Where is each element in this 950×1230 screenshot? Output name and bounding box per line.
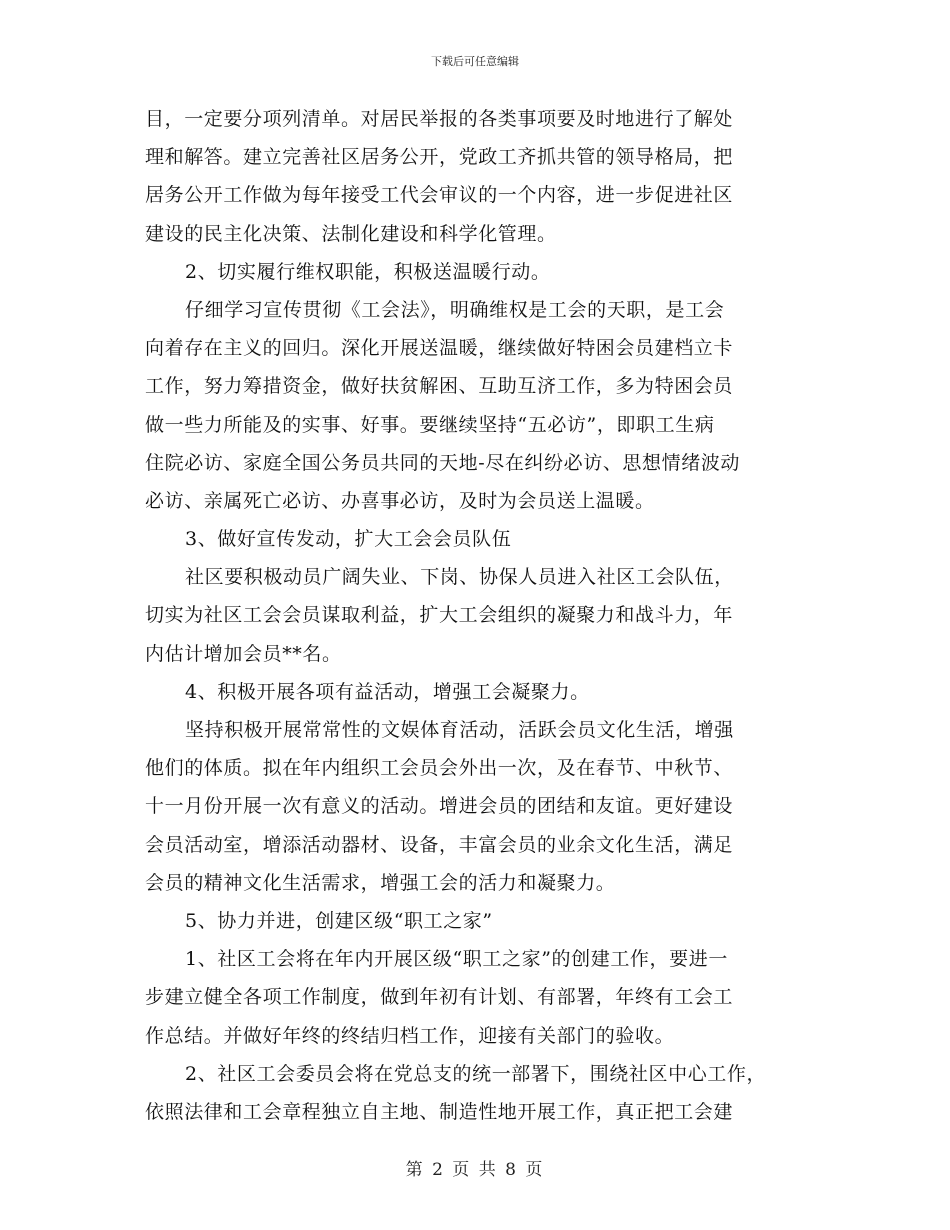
text-line: 1、社区工会将在年内开展区级“职工之家”的创建工作，要进一 bbox=[185, 948, 728, 971]
text-line: 会员的精神文化生活需求，增强工会的活力和凝聚力。 bbox=[145, 871, 616, 894]
text-line: 理和解答。建立完善社区居务公开，党政工齐抓共管的领导格局，把 bbox=[145, 146, 734, 169]
text-line: 会员活动室，增添活动器材、设备，丰富会员的业余文化生活，满足 bbox=[145, 833, 734, 856]
text-line: 社区要积极动员广阔失业、下岗、协保人员进入社区工会队伍， bbox=[185, 566, 734, 589]
text-line: 十一月份开展一次有意义的活动。增进会员的团结和友谊。更好建设 bbox=[145, 795, 734, 818]
text-line: 2、社区工会委员会将在党总支的统一部署下，围绕社区中心工作， bbox=[185, 1062, 767, 1085]
text-line: 目，一定要分项列清单。对居民举报的各类事项要及时地进行了解处 bbox=[145, 108, 734, 130]
text-line: 步建立健全各项工作制度，做到年初有计划、有部署，年终有工会工 bbox=[145, 986, 734, 1009]
section-heading: 2、切实履行维权职能，积极送温暖行动。 bbox=[185, 260, 551, 283]
page-number: 第 2 页 共 8 页 bbox=[405, 1160, 545, 1180]
text-line: 居务公开工作做为每年接受工代会审议的一个内容，进一步促进社区 bbox=[145, 184, 734, 207]
text-line: 仔细学习宣传贯彻《工会法》，明确维权是工会的天职，是工会 bbox=[185, 298, 725, 321]
page-header: 下载后可任意编辑 bbox=[431, 55, 519, 68]
text-line: 他们的体质。拟在年内组织工会员会外出一次，及在春节、中秋节、 bbox=[145, 757, 734, 780]
text-line: 内估计增加会员**名。 bbox=[145, 642, 342, 665]
text-line: 做一些力所能及的实事、好事。要继续坚持“五必访”，即职工生病 bbox=[145, 413, 715, 436]
document-body bbox=[145, 100, 810, 1131]
section-heading: 3、做好宣传发动，扩大工会会员队伍 bbox=[185, 528, 512, 551]
text-line: 坚持积极开展常常性的文娱体育活动，活跃会员文化生活，增强 bbox=[185, 719, 734, 741]
text-line: 必访、亲属死亡必访、办喜事必访，及时为会员送上温暖。 bbox=[145, 489, 655, 512]
text-line: 建设的民主化决策、法制化建设和科学化管理。 bbox=[145, 222, 557, 245]
text-line: 切实为社区工会会员谋取利益，扩大工会组织的凝聚力和战斗力，年 bbox=[145, 604, 734, 627]
section-heading: 4、积极开展各项有益活动，增强工会凝聚力。 bbox=[185, 680, 590, 703]
text-line: 作总结。并做好年终的终结归档工作，迎接有关部门的验收。 bbox=[145, 1024, 675, 1047]
text-line: 向着存在主义的回归。深化开展送温暖，继续做好特困会员建档立卡 bbox=[145, 337, 734, 360]
text-line: 工作，努力筹措资金，做好扶贫解困、互助互济工作，多为特困会员 bbox=[145, 375, 734, 398]
text-line: 住院必访、家庭全国公务员共同的天地-尽在纠纷必访、思想情绪波动 bbox=[145, 451, 741, 474]
section-heading: 5、协力并进，创建区级“职工之家” bbox=[185, 909, 493, 932]
text-line: 依照法律和工会章程独立自主地、制造性地开展工作，真正把工会建 bbox=[145, 1100, 734, 1123]
